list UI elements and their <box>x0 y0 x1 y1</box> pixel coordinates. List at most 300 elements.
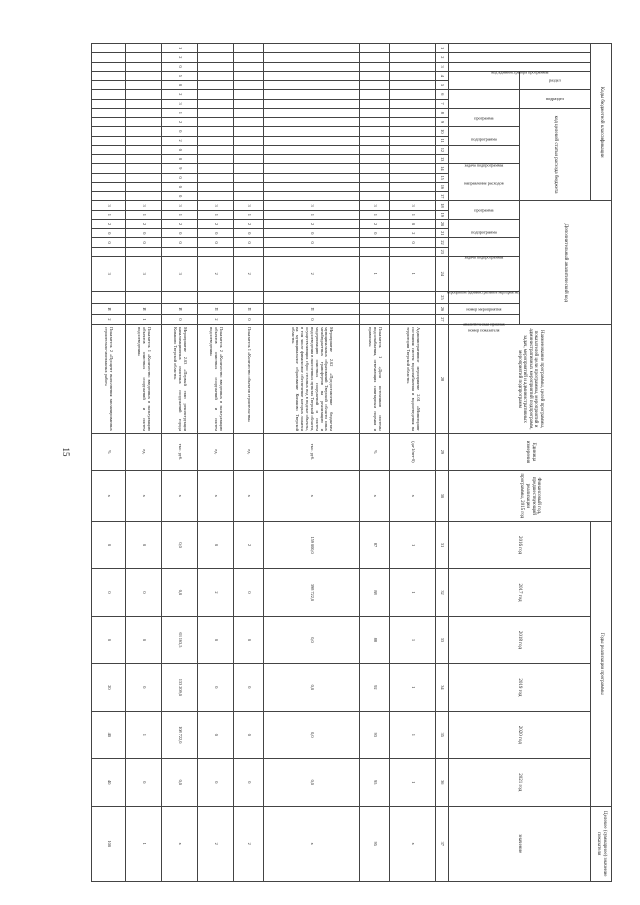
row-unit: % <box>92 433 126 470</box>
add-code-cell: П <box>198 304 234 314</box>
row-name: Показатель 1 «Количество введенных в эксплуатацию объектов очистных сооружений и систем водоотведения» <box>126 325 162 434</box>
row-year-value: 92 <box>360 664 390 711</box>
col-num: 23 <box>436 247 449 256</box>
fiscal-year-header: Финансовый год, предшествующий реализации программы, 2015 год <box>449 470 612 521</box>
code-cell <box>92 164 126 173</box>
add-code-cell <box>162 247 198 256</box>
col-num: 30 <box>436 470 449 521</box>
row-target-value: 100 <box>92 806 126 881</box>
target-article-header: код целевой статьи расхода бюджета <box>520 108 591 201</box>
code-cell: 3 <box>162 99 198 108</box>
row-target-value: 95 <box>360 806 390 881</box>
code-cell <box>390 108 436 117</box>
col-num: 16 <box>436 182 449 191</box>
code-cell <box>264 145 360 154</box>
add-code-cell: И <box>162 304 198 314</box>
code-cell <box>198 44 234 53</box>
code-cell <box>234 99 264 108</box>
expense-direction-header: направление расходов <box>449 164 520 201</box>
col-num: 28 <box>436 325 449 434</box>
program-indicators-table <box>91 43 612 882</box>
code-cell <box>264 182 360 191</box>
code-cell <box>234 136 264 145</box>
year-2020-header: 2020 год <box>449 711 591 758</box>
code-cell <box>126 81 162 90</box>
col-num: 3 <box>436 62 449 71</box>
code-cell <box>264 99 360 108</box>
code-cell: 9 <box>162 164 198 173</box>
unit-header: Единица измерения <box>449 433 612 470</box>
code-cell <box>264 155 360 164</box>
row-year-value: 0 <box>198 759 234 807</box>
add-code-cell: 1 <box>390 210 436 219</box>
row-year-value: 0 <box>234 616 264 663</box>
code-cell <box>198 71 234 80</box>
col-num: 14 <box>436 164 449 173</box>
admin-code-header: код администратора программы <box>449 44 591 53</box>
col-num: 34 <box>436 664 449 711</box>
col-num: 37 <box>436 806 449 881</box>
row-year-value: 0 <box>234 711 264 758</box>
row-year-value: 0 <box>126 616 162 663</box>
code-cell <box>234 71 264 80</box>
code-cell <box>360 62 390 71</box>
add-code-cell <box>390 314 436 324</box>
add-code-cell <box>264 291 360 304</box>
task-header: задача подпрограммы <box>449 145 520 164</box>
table-row <box>162 44 198 882</box>
year-2018-header: 2018 год <box>449 616 591 663</box>
code-cell <box>264 136 360 145</box>
add-code-cell: 3 <box>92 201 126 210</box>
code-cell <box>390 62 436 71</box>
row-year-value: 87 <box>360 521 390 568</box>
row-year-value: 93 <box>360 711 390 758</box>
subsection-header: подраздел <box>520 90 591 109</box>
code-cell <box>126 155 162 164</box>
code-cell <box>198 192 234 201</box>
col-num: 7 <box>436 99 449 108</box>
add-code-cell <box>360 314 390 324</box>
code-cell <box>198 99 234 108</box>
add-event-header: мероприятие (административное мероприятие) <box>449 256 520 291</box>
table-row <box>390 44 436 882</box>
code-cell: 0 <box>162 81 198 90</box>
add-code-cell: 1 <box>126 314 162 324</box>
col-num: 35 <box>436 711 449 758</box>
year-2017-header: 2017 год <box>449 569 591 616</box>
code-cell <box>126 99 162 108</box>
add-code-cell: 2 <box>162 219 198 228</box>
add-code-cell: 3 <box>234 201 264 210</box>
code-cell <box>198 155 234 164</box>
col-num: 27 <box>436 314 449 324</box>
code-cell <box>234 81 264 90</box>
code-cell <box>264 81 360 90</box>
code-cell <box>198 108 234 117</box>
section-header: раздел <box>520 71 591 90</box>
row-fiscal-year: x <box>264 470 360 521</box>
code-cell <box>126 127 162 136</box>
table-row <box>126 44 162 882</box>
add-code-cell <box>198 247 234 256</box>
col-num: 1 <box>436 44 449 53</box>
row-year-value: 0,0 <box>162 521 198 568</box>
code-cell <box>126 136 162 145</box>
add-code-cell <box>360 247 390 256</box>
code-cell <box>198 118 234 127</box>
code-cell <box>198 173 234 182</box>
row-year-value: 0 <box>92 616 126 663</box>
add-code-cell <box>360 304 390 314</box>
code-cell <box>360 108 390 117</box>
col-num: 9 <box>436 118 449 127</box>
table-row <box>234 44 264 882</box>
row-year-value: 0,0 <box>264 664 360 711</box>
add-code-cell: 3 <box>264 201 360 210</box>
add-code-cell <box>162 291 198 304</box>
row-unit: (да-1/нет-0) <box>390 433 436 470</box>
code-cell <box>360 118 390 127</box>
code-cell <box>360 155 390 164</box>
col-num: 15 <box>436 173 449 182</box>
code-cell: 2 <box>162 136 198 145</box>
row-target-value: 2 <box>198 806 234 881</box>
add-code-cell: 1 <box>360 210 390 219</box>
code-cell <box>92 127 126 136</box>
code-cell <box>360 136 390 145</box>
col-num: 33 <box>436 616 449 663</box>
add-event-number-header: номер мероприятия <box>449 291 520 304</box>
add-task-header: задача подпрограммы <box>449 238 520 257</box>
code-cell <box>126 182 162 191</box>
col-num: 5 <box>436 81 449 90</box>
code-cell <box>126 145 162 154</box>
add-code-cell: 1 <box>264 210 360 219</box>
code-cell <box>264 90 360 99</box>
add-code-cell <box>234 247 264 256</box>
row-year-value: 0 <box>126 569 162 616</box>
add-subprogram-header: подпрограмма <box>449 219 520 238</box>
name-header: Наименование программы, целей программы, показателей цели программы, мероприятий и административных мероприятий подпрограмм, задач, мероприятий и административных мероприятий подпрограмм <box>449 325 612 434</box>
code-cell <box>390 192 436 201</box>
code-cell <box>126 192 162 201</box>
row-name: Показатель 2 «Процент выполнения запланированных строительно-монтажных работ» <box>92 325 126 434</box>
col-num: 21 <box>436 229 449 238</box>
add-code-cell: 2 <box>264 256 360 291</box>
add-code-cell <box>198 291 234 304</box>
col-num: 18 <box>436 201 449 210</box>
code-cell <box>264 127 360 136</box>
row-year-value: 88 <box>360 616 390 663</box>
code-cell <box>390 90 436 99</box>
subprogram-header: подпрограмма <box>449 127 520 146</box>
code-cell <box>390 145 436 154</box>
add-code-cell: 2 <box>198 314 234 324</box>
additional-code-header: Дополнительный аналитический код <box>520 201 612 325</box>
target-subheader: значение <box>449 806 591 881</box>
add-code-cell: П <box>234 304 264 314</box>
row-year-value: 108 722,0 <box>162 711 198 758</box>
code-cell: 2 <box>162 53 198 62</box>
row-name: Показатель 1 «Количество объектов строительства» <box>234 325 264 434</box>
row-unit: ед. <box>198 433 234 470</box>
code-cell <box>390 44 436 53</box>
code-cell: 0 <box>162 173 198 182</box>
code-cell <box>198 127 234 136</box>
col-num: 20 <box>436 219 449 228</box>
row-year-value: 0 <box>234 664 264 711</box>
code-cell <box>92 71 126 80</box>
code-cell <box>360 192 390 201</box>
code-cell <box>92 90 126 99</box>
add-code-cell: 0 <box>126 238 162 247</box>
add-code-cell: 0 <box>92 238 126 247</box>
code-cell <box>92 81 126 90</box>
code-cell <box>198 145 234 154</box>
code-cell: 2 <box>162 118 198 127</box>
row-fiscal-year: x <box>92 470 126 521</box>
add-code-cell <box>126 291 162 304</box>
add-code-cell: 1 <box>198 210 234 219</box>
code-cell <box>234 127 264 136</box>
col-num: 4 <box>436 71 449 80</box>
row-year-value: 20 <box>92 664 126 711</box>
row-year-value: 63 163,5 <box>162 616 198 663</box>
row-year-value: 40 <box>92 759 126 807</box>
code-cell: 0 <box>162 155 198 164</box>
row-year-value: 2 <box>198 569 234 616</box>
add-code-cell: И <box>126 304 162 314</box>
add-code-cell: 0 <box>234 238 264 247</box>
code-cell <box>360 99 390 108</box>
code-cell: 0 <box>162 182 198 191</box>
code-cell <box>264 118 360 127</box>
row-year-value: 0 <box>126 759 162 807</box>
code-cell <box>92 182 126 191</box>
add-code-cell: 0 <box>264 229 360 238</box>
code-cell <box>126 53 162 62</box>
target-value-header: Целевое (суммарное) значение показателя <box>591 806 612 881</box>
row-year-value: 0,0 <box>264 711 360 758</box>
code-cell <box>390 164 436 173</box>
code-cell <box>234 145 264 154</box>
code-cell <box>264 164 360 173</box>
code-cell <box>198 182 234 191</box>
add-code-cell: 2 <box>126 219 162 228</box>
add-code-cell: 1 <box>126 210 162 219</box>
row-year-value: 0 <box>234 569 264 616</box>
col-num: 12 <box>436 145 449 154</box>
years-header: Годы реализации программы <box>591 521 612 806</box>
add-code-cell <box>390 247 436 256</box>
add-code-cell: 3 <box>126 256 162 291</box>
code-cell <box>264 44 360 53</box>
add-code-cell: 2 <box>360 219 390 228</box>
add-code-cell <box>126 247 162 256</box>
code-cell <box>234 192 264 201</box>
add-code-cell: 3 <box>162 201 198 210</box>
col-num: 24 <box>436 256 449 291</box>
add-code-cell: И <box>92 304 126 314</box>
table-row <box>264 44 360 882</box>
row-name: Мероприятие 2.03 «Первый этап реконструкции канализационных очистных сооружений города Конаково Тверской области» <box>162 325 198 434</box>
code-cell <box>264 173 360 182</box>
row-target-value: 1 <box>126 806 162 881</box>
add-code-cell: 3 <box>126 201 162 210</box>
document-table-area <box>91 43 612 882</box>
code-cell <box>264 71 360 80</box>
add-code-cell: 2 <box>234 256 264 291</box>
add-analytic-header: аналитическая признак <box>449 304 520 314</box>
code-cell <box>92 53 126 62</box>
add-code-cell <box>264 247 360 256</box>
code-cell <box>390 155 436 164</box>
col-num: 11 <box>436 136 449 145</box>
code-cell <box>390 81 436 90</box>
row-year-value: 95 <box>360 759 390 807</box>
code-cell <box>92 99 126 108</box>
col-num: 10 <box>436 127 449 136</box>
add-code-cell: 2 <box>198 219 234 228</box>
row-year-value: 0,0 <box>162 569 198 616</box>
row-year-value: 0 <box>92 521 126 568</box>
add-program-header: программа <box>449 201 520 220</box>
code-cell <box>126 62 162 71</box>
add-code-cell: 1 <box>92 210 126 219</box>
col-num: 6 <box>436 90 449 99</box>
code-cell <box>92 62 126 71</box>
row-year-value: 0 <box>198 521 234 568</box>
add-code-cell: 0 <box>390 219 436 228</box>
col-num: 19 <box>436 210 449 219</box>
add-code-cell: 0 <box>162 229 198 238</box>
add-code-cell: 1 <box>234 210 264 219</box>
row-unit: ед. <box>126 433 162 470</box>
row-fiscal-year: x <box>234 470 264 521</box>
column-numbers-row <box>436 44 449 882</box>
page-number: 15 <box>61 447 71 457</box>
budget-classification-header: Коды бюджетной классификации <box>591 44 612 201</box>
code-cell <box>198 53 234 62</box>
col-num: 26 <box>436 304 449 314</box>
code-cell <box>198 62 234 71</box>
year-2019-header: 2019 год <box>449 664 591 711</box>
row-name: Мероприятие 2.02 «Предоставление бюджетам муниципальных образований Тверской области иных межбюджетных трансфертов на реализацию и модернизацию очистных сооружений и систем водоотведения в населенных пунктах Тверской области, осуществляющих сброс сточных вод в водные объекты, в том числе финансовое обеспечение которых ложится на муниципальное образование Конаково Тверской области» <box>264 325 360 434</box>
code-cell <box>234 44 264 53</box>
row-year-value: 0,0 <box>264 616 360 663</box>
col-num: 36 <box>436 759 449 807</box>
code-cell <box>234 118 264 127</box>
row-name: Показатель 2 «Количество введенных в эксплуатацию объектов очистных сооружений и систем водоотведения» <box>198 325 234 434</box>
code-cell <box>198 164 234 173</box>
code-cell <box>126 173 162 182</box>
add-code-cell: 1 <box>360 256 390 291</box>
row-fiscal-year: x <box>360 470 390 521</box>
code-cell <box>126 44 162 53</box>
code-cell: 5 <box>162 71 198 80</box>
add-code-cell <box>92 247 126 256</box>
code-cell: 0 <box>162 127 198 136</box>
row-year-value: 1 <box>390 711 436 758</box>
row-year-value: 1 <box>390 664 436 711</box>
row-fiscal-year: x <box>198 470 234 521</box>
row-year-value: 1 <box>390 759 436 807</box>
row-year-value: 398 722,0 <box>264 569 360 616</box>
code-cell: 0 <box>162 145 198 154</box>
year-2016-header: 2016 год <box>449 521 591 568</box>
add-code-cell: П <box>264 304 360 314</box>
row-fiscal-year: x <box>162 470 198 521</box>
code-cell <box>360 173 390 182</box>
code-cell <box>198 90 234 99</box>
row-year-value: 0,0 <box>264 759 360 807</box>
code-cell <box>234 182 264 191</box>
add-code-cell <box>234 291 264 304</box>
add-code-cell: 3 <box>198 201 234 210</box>
col-num: 29 <box>436 433 449 470</box>
code-cell <box>126 90 162 99</box>
row-year-value: 0 <box>198 664 234 711</box>
table-row <box>198 44 234 882</box>
col-num: 31 <box>436 521 449 568</box>
row-year-value: 1 <box>390 616 436 663</box>
row-year-value: 0 <box>234 759 264 807</box>
row-year-value: 0 <box>198 711 234 758</box>
add-code-cell: 0 <box>264 238 360 247</box>
add-code-cell: 2 <box>92 219 126 228</box>
code-cell <box>234 108 264 117</box>
row-year-value: 0 <box>126 664 162 711</box>
row-unit: % <box>360 433 390 470</box>
code-cell <box>126 164 162 173</box>
code-cell <box>126 118 162 127</box>
row-unit: тыс. руб. <box>162 433 198 470</box>
rotated-table-wrapper <box>91 43 612 882</box>
code-cell <box>126 108 162 117</box>
col-num: 8 <box>436 108 449 117</box>
year-2021-header: 2021 год <box>449 759 591 807</box>
add-code-cell <box>390 291 436 304</box>
add-indicator-header: номер показателя <box>449 314 520 324</box>
code-cell <box>92 192 126 201</box>
code-cell <box>234 155 264 164</box>
add-code-cell: 2 <box>234 219 264 228</box>
code-cell <box>360 164 390 173</box>
code-cell <box>360 53 390 62</box>
add-code-cell: 3 <box>162 256 198 291</box>
add-code-cell: 0 <box>234 229 264 238</box>
code-cell <box>92 108 126 117</box>
col-num: 17 <box>436 192 449 201</box>
add-code-cell: 2 <box>264 219 360 228</box>
code-cell: 0 <box>162 192 198 201</box>
add-code-cell: 0 <box>234 314 264 324</box>
program-header: программа <box>449 108 520 127</box>
add-code-cell: 1 <box>390 256 436 291</box>
add-code-cell <box>360 238 390 247</box>
add-code-cell: 3 <box>360 201 390 210</box>
subsection-header-cell <box>449 90 520 109</box>
row-year-value: 0 <box>126 521 162 568</box>
row-year-value: 0 <box>198 616 234 663</box>
table-header-row-1 <box>591 44 612 882</box>
code-cell <box>360 44 390 53</box>
row-year-value: 0,0 <box>162 759 198 807</box>
row-year-value: 2 <box>234 521 264 568</box>
code-cell <box>234 173 264 182</box>
row-year-value: 1 <box>390 521 436 568</box>
